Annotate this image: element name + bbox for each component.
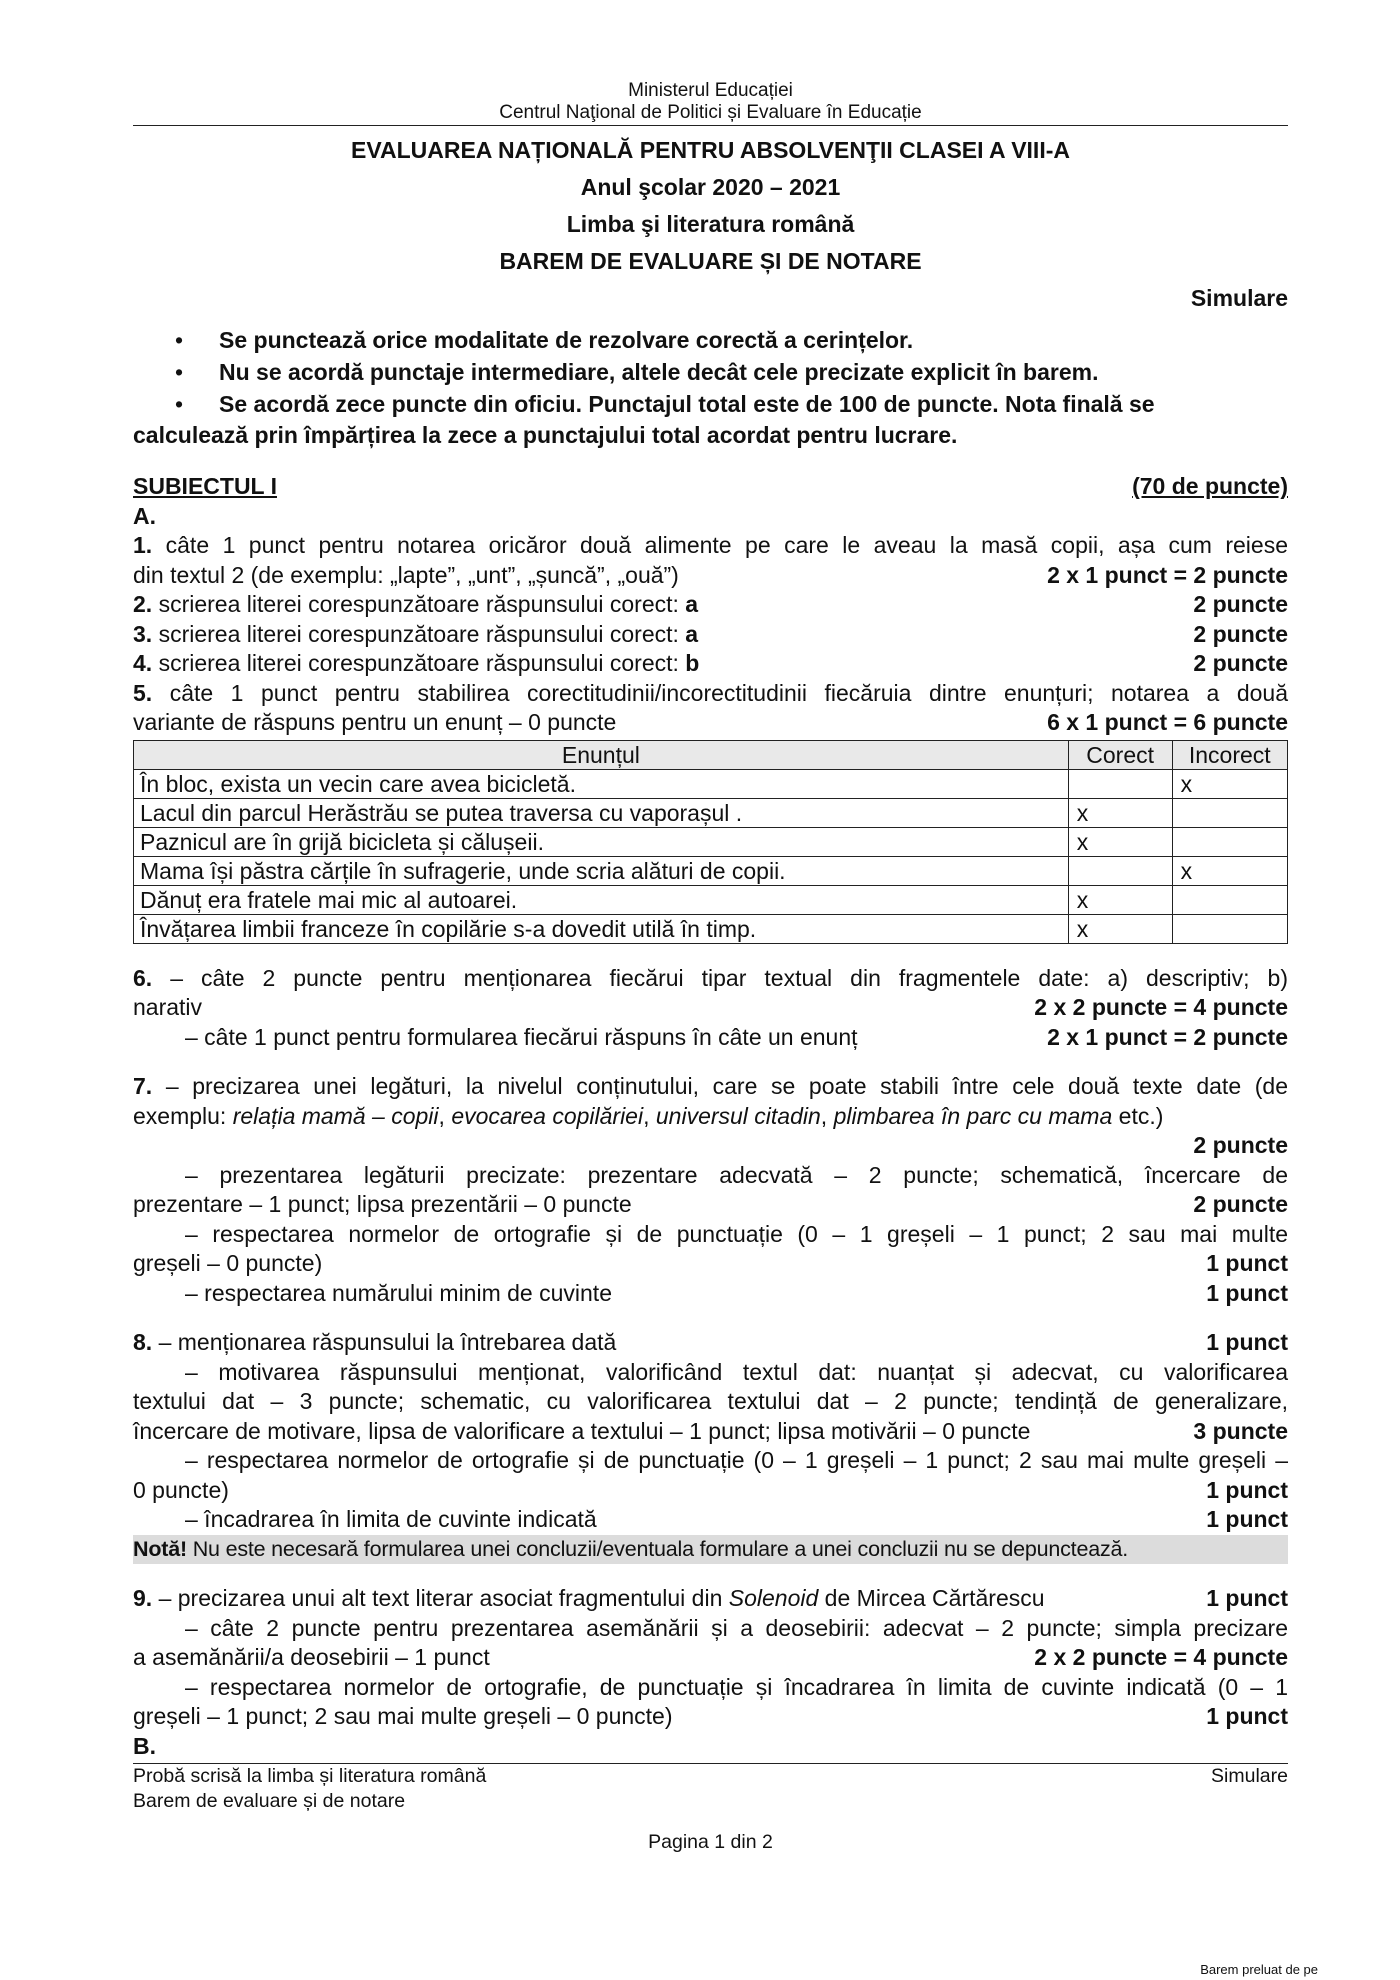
- q2-item: 2. scrierea literei corespunzătoare răspunsului corect: a 2 puncte: [133, 591, 1288, 617]
- q9-line2: – câte 2 puncte pentru prezentarea asemănării și a deosebirii: adecvat – 2 puncte; simpla precizare: [185, 1614, 1288, 1641]
- general-rules: [133, 324, 1288, 450]
- q7-line5: – respectarea normelor de ortografie și de punctuație (0 – 1 greșeli – 1 punct; 2 sau mai multe: [185, 1220, 1288, 1247]
- footer: [133, 1764, 1288, 1814]
- q1-line2: din textul 2 (de exemplu: „lapte”, „unt”, „șuncă”, „ouă”) 2 x 1 punct = 2 puncte: [133, 561, 1288, 591]
- q8-line5: – respectarea normelor de ortografie și de punctuație (0 – 1 greșeli – 1 punct; 2 sau mai multe greșeli –: [185, 1447, 1288, 1473]
- table-row: Învățarea limbii franceze în copilărie s-a dovedit utilă în timp. x: [134, 914, 1288, 943]
- q8-note: Notă! Nu este necesară formularea unei concluzii/eventuala formulare a unei concluzii nu se depunctează.: [133, 1535, 1288, 1565]
- q9-line4: – respectarea normelor de ortografie, de punctuație și încadrarea în limita de cuvinte indicată (0 – 1: [185, 1673, 1288, 1700]
- subject-name: SUBIECTUL I: [133, 473, 277, 499]
- header-rule: [133, 125, 1288, 126]
- doc-title-1: EVALUAREA NAȚIONALĂ PENTRU ABSOLVENŢII CLASEI A VIII-A: [351, 137, 1070, 163]
- q6-line3: – câte 1 punct pentru formularea fiecărui răspuns în câte un enunț 2 x 1 punct = 2 puncte: [185, 1023, 1288, 1050]
- rule-item-continuation: calculează prin împărțirea la zece a punctajului total acordat pentru lucrare.: [133, 422, 958, 448]
- table-row: Paznicul are în grijă bicicleta și călușeii. x: [134, 827, 1288, 856]
- q5-line1: 5. câte 1 punct pentru stabilirea corectitudinii/incorectitudinii fiecăruia dintre enunțuri; notarea a două: [133, 679, 1288, 706]
- q9-line1: 9. – precizarea unui alt text literar asociat fragmentului din Solenoid de Mircea Cărtărescu 1 punct: [133, 1585, 1288, 1611]
- q8-line1: 8. – menționarea răspunsului la întrebarea dată 1 punct: [133, 1329, 1288, 1355]
- q9-line5: greșeli – 1 punct; 2 sau mai multe greșeli – 0 puncte) 1 punct: [133, 1703, 1288, 1729]
- source-note: Barem preluat de pe: [1200, 1962, 1318, 1977]
- table-row: În bloc, exista un vecin care avea bicicletă. x: [134, 769, 1288, 798]
- doc-title-2: Anul şcolar 2020 – 2021: [580, 174, 841, 200]
- col-header-correct: Corect: [1068, 740, 1172, 769]
- q1-line1: 1. câte 1 punct pentru notarea oricăror două alimente pe care le aveau la masă copii, așa cum reiese: [133, 532, 1288, 558]
- q7-line6: greșeli – 0 puncte) 1 punct: [133, 1250, 1288, 1276]
- q6-line1: 6. – câte 2 puncte pentru menționarea fiecărui tipar textual din fragmentele date: a) descriptiv; b): [133, 964, 1288, 991]
- part-a-label: A.: [133, 502, 156, 529]
- table-row: Mama își păstra cărțile în sufragerie, unde scria alături de copii. x: [134, 856, 1288, 885]
- page-number: Pagina 1 din 2: [648, 1831, 773, 1853]
- q7-line7: – respectarea numărului minim de cuvinte 1 punct: [185, 1279, 1288, 1306]
- q9-line3: a asemănării/a deosebirii – 1 punct 2 x 2 puncte = 4 puncte: [133, 1644, 1288, 1670]
- table-header-row: [134, 740, 1288, 769]
- center-name: Centrul Naţional de Politici și Evaluare în Educație: [499, 102, 922, 123]
- q5-line2: variante de răspuns pentru un enunț – 0 puncte 6 x 1 punct = 6 puncte: [133, 709, 1288, 735]
- q7-line3: – prezentarea legăturii precizate: prezentare adecvată – 2 puncte; schematică, încercare de: [185, 1161, 1288, 1188]
- footer-barem: Barem de evaluare și de notare: [133, 1790, 406, 1812]
- q7-line4: prezentare – 1 punct; lipsa prezentării – 0 puncte 2 puncte: [133, 1191, 1288, 1217]
- simulare-label: Simulare: [1190, 285, 1288, 311]
- q7-line2: exemplu: relația mamă – copii, evocarea copilăriei, universul citadin, plimbarea în parc cu mama etc.): [133, 1102, 1164, 1129]
- table-row: Dănuț era fratele mai mic al autoarei. x: [134, 885, 1288, 914]
- q7-line1: 7. – precizarea unei legături, la nivelul conținutului, care se poate stabili între cele două texte date (de: [133, 1073, 1288, 1099]
- q8-line6: 0 puncte) 1 punct: [133, 1476, 1288, 1503]
- q3-item: 3. scrierea literei corespunzătoare răspunsului corect: a 2 puncte: [133, 620, 1288, 647]
- doc-title-3: Limba şi literatura română: [566, 211, 855, 237]
- document-page: [133, 80, 1288, 1858]
- col-header-incorrect: Incorect: [1172, 740, 1287, 769]
- q4-item: 4. scrierea literei corespunzătoare răspunsului corect: b 2 puncte: [133, 650, 1288, 676]
- q1-points: 2 x 1 punct = 2 puncte: [1047, 561, 1288, 588]
- col-header-statement: Enunțul: [134, 740, 1069, 769]
- statements-table: [133, 740, 1288, 944]
- subject-points: (70 de puncte): [1132, 473, 1288, 499]
- q7-points-1: 2 puncte: [1193, 1132, 1288, 1158]
- q8-line2: – motivarea răspunsului menționat, valorificând textul dat: nuanțat și adecvat, cu valorificarea: [185, 1358, 1288, 1385]
- subject-heading: [133, 472, 1288, 502]
- q6-line2: narativ 2 x 2 puncte = 4 puncte: [133, 994, 1288, 1020]
- doc-title-4: BAREM DE EVALUARE ȘI DE NOTARE: [499, 248, 922, 274]
- footer-simulare: Simulare: [1211, 1765, 1288, 1787]
- q8-line7: – încadrarea în limita de cuvinte indicată 1 punct: [185, 1506, 1288, 1532]
- q8-line4: încercare de motivare, lipsa de valorificare a textului – 1 punct; lipsa motivării – 0 puncte 3 puncte: [133, 1417, 1288, 1444]
- footer-exam: Probă scrisă la limba și literatura română: [133, 1765, 487, 1787]
- table-row: Lacul din parcul Herăstrău se putea traversa cu vaporașul . x: [134, 798, 1288, 827]
- rule-item: • Se punctează orice modalitate de rezolvare corectă a cerințelor.: [133, 324, 1288, 356]
- q8-line3: textului dat – 3 puncte; schematic, cu valorificarea textului dat – 2 puncte; tendință de generalizare,: [133, 1388, 1288, 1414]
- part-b-label: B.: [133, 1732, 156, 1759]
- ministry-name: Ministerul Educației: [628, 80, 793, 101]
- rule-item: • Nu se acordă punctaje intermediare, altele decât cele precizate explicit în barem.: [133, 356, 1288, 388]
- rule-item: • Se acordă zece puncte din oficiu. Punctajul total este de 100 de puncte. Nota finală se: [133, 388, 1288, 420]
